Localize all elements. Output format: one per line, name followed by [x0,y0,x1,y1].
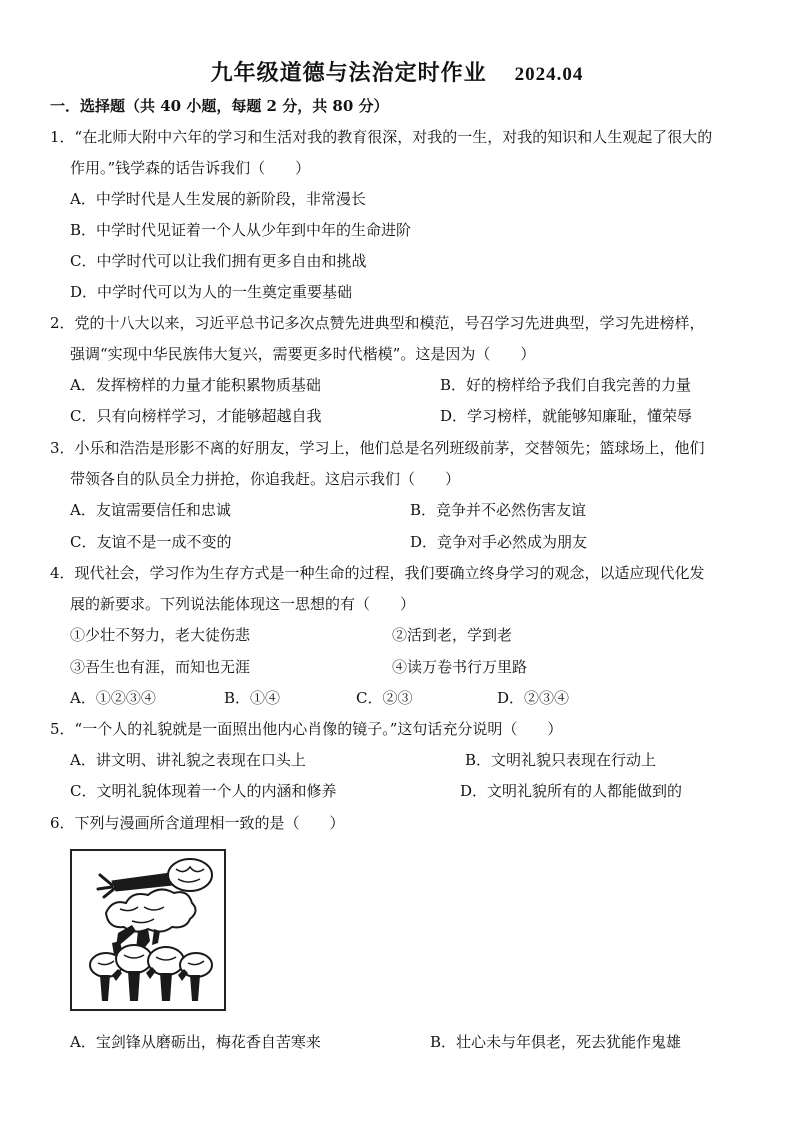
q2-stem-line1: 2．党的十八大以来，习近平总书记多次点赞先进典型和模范，号召学习先进典型，学习先进榜样， [50,314,705,332]
q5-stem: 5．“一个人的礼貌就是一面照出他内心肖像的镜子。”这句话充分说明（ ） [50,720,563,738]
q3-stem-line1: 3．小乐和浩浩是形影不离的好朋友，学习上，他们总是名列班级前茅，交替领先；篮球场上，他们 [50,439,705,457]
q1-stem-line1: 1．“在北师大附中六年的学习和生活对我的教育很深，对我的一生，对我的知识和人生观起了很大的 [50,128,713,146]
q4-item-4: ④读万卷书行万里路 [392,658,528,676]
q6-option-b: B．壮心未与年俱老，死去犹能作鬼雄 [430,1033,682,1051]
q3-option-b: B．竞争并不必然伤害友谊 [410,501,587,519]
q3-option-d: D．竞争对手必然成为朋友 [410,533,588,551]
q1-option-d: D．中学时代可以为人的一生奠定重要基础 [70,283,353,301]
tree-cartoon-illustration [72,851,224,1009]
page-title [0,56,794,87]
q2-stem-line2: 强调“实现中华民族伟大复兴，需要更多时代楷模”。这是因为（ ） [70,345,536,363]
q3-option-a: A．友谊需要信任和忠诚 [70,501,231,519]
q5-option-b: B．文明礼貌只表现在行动上 [465,751,657,769]
q2-option-b: B．好的榜样给予我们自我完善的力量 [440,376,692,394]
q4-option-d: D．②③④ [497,689,570,707]
section-heading: 一．选择题（共 40 小题，每题 2 分，共 80 分） [50,97,389,115]
q6-stem: 6．下列与漫画所含道理相一致的是（ ） [50,814,345,832]
q5-option-c: C．文明礼貌体现着一个人的内涵和修养 [70,782,337,800]
q4-item-1: ①少壮不努力，老大徒伤悲 [70,626,251,644]
q1-option-b: B．中学时代见证着一个人从少年到中年的生命进阶 [70,221,412,239]
q1-option-a: A．中学时代是人生发展的新阶段，非常漫长 [70,190,366,208]
q6-option-a: A．宝剑锋从磨砺出，梅花香自苦寒来 [70,1033,321,1051]
q2-option-a: A．发挥榜样的力量才能积累物质基础 [70,376,321,394]
q1-option-c: C．中学时代可以让我们拥有更多自由和挑战 [70,252,367,270]
q4-option-b: B．①④ [224,689,281,707]
q4-option-a: A．①②③④ [70,689,156,707]
q4-stem-line2: 展的新要求。下列说法能体现这一思想的有（ ） [70,595,416,613]
q3-stem-line2: 带领各自的队员全力拼抢，你追我赶。这启示我们（ ） [70,470,461,488]
q4-stem-line1: 4．现代社会，学习作为生存方式是一种生命的过程，我们要确立终身学习的观念，以适应现代化发 [50,564,705,582]
title-date: 2024.04 [514,64,584,85]
q4-item-2: ②活到老，学到老 [392,626,513,644]
q2-option-d: D．学习榜样，就能够知廉耻，懂荣辱 [440,407,693,425]
q1-stem-line2: 作用。”钱学森的话告诉我们（ ） [70,159,311,177]
q3-option-c: C．友谊不是一成不变的 [70,533,232,551]
q2-option-c: C．只有向榜样学习，才能够超越自我 [70,407,322,425]
q4-option-c: C．②③ [356,689,413,707]
q5-option-a: A．讲文明、讲礼貌之表现在口头上 [70,751,306,769]
title-text: 九年级道德与法治定时作业 [210,60,487,86]
q5-option-d: D．文明礼貌所有的人都能做到的 [460,782,683,800]
q4-item-3: ③吾生也有涯，而知也无涯 [70,658,251,676]
cartoon-image [70,849,226,1011]
